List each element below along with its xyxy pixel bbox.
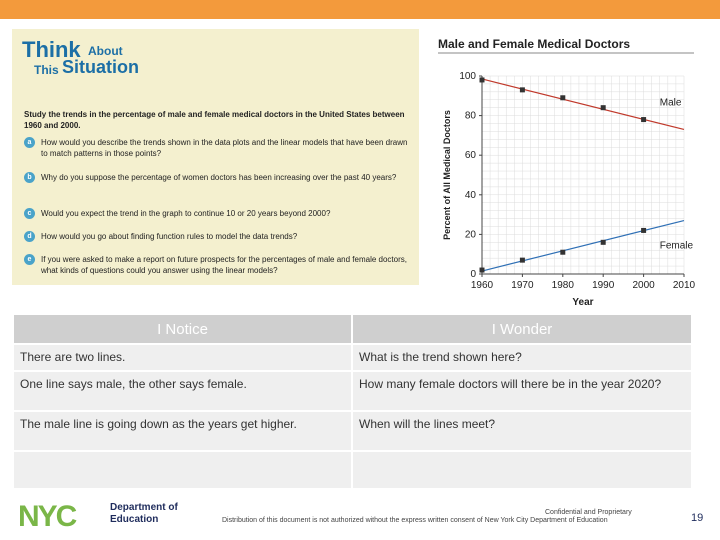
notice-cell[interactable]: There are two lines.: [13, 344, 352, 371]
table-header-row: [13, 314, 692, 344]
y-tick-label: 80: [464, 110, 476, 122]
title-think: Think: [22, 37, 81, 62]
title-this: This: [34, 63, 59, 77]
y-tick-label: 20: [464, 229, 476, 241]
data-point-male: [641, 117, 646, 122]
notice-wonder-table: [12, 313, 693, 490]
notice-cell[interactable]: The male line is going down as the years get higher.: [13, 411, 352, 451]
notice-cell[interactable]: [13, 451, 352, 489]
question-badge: d: [24, 231, 35, 242]
table-row: [13, 411, 692, 451]
question-text: How would you describe the trends shown in the data plots and the linear models that have been drawn to match patterns in those points?: [41, 138, 408, 158]
x-tick-label: 2000: [632, 280, 655, 291]
confidential-note: Confidential and Proprietary: [545, 509, 632, 516]
header-i-wonder: I Wonder: [352, 314, 692, 344]
x-tick-label: 1990: [592, 280, 615, 291]
chart-title: Male and Female Medical Doctors: [438, 37, 631, 51]
x-axis-label: Year: [572, 297, 594, 308]
question-badge: b: [24, 172, 35, 183]
title-situation: Situation: [62, 57, 139, 77]
fit-line-male: [482, 79, 684, 129]
x-tick-label: 1960: [470, 280, 494, 291]
data-point-female: [560, 250, 565, 255]
x-tick-label: 1970: [511, 280, 534, 291]
x-tick-label: 2010: [672, 280, 696, 291]
nyc-logo-text: NYC: [18, 500, 76, 533]
table-row: [13, 344, 692, 371]
data-point-female: [480, 268, 485, 273]
table-row: [13, 371, 692, 411]
wonder-cell[interactable]: [352, 451, 692, 489]
question-badge: c: [24, 208, 35, 219]
data-point-male: [601, 105, 606, 110]
question-text: How would you go about finding function rules to model the data trends?: [41, 232, 298, 241]
y-tick-label: 60: [464, 150, 476, 162]
dept-line1: Department of: [110, 502, 178, 513]
title-about: About: [88, 44, 123, 58]
top-accent-bar: [0, 0, 720, 19]
chart-svg: [434, 29, 696, 309]
page-number: 19: [691, 512, 704, 524]
y-axis-label: Percent of All Medical Doctors: [442, 110, 452, 240]
wonder-cell[interactable]: When will the lines meet?: [352, 411, 692, 451]
question-badge: a: [24, 137, 35, 148]
question-badge: e: [24, 254, 35, 265]
data-point-female: [520, 258, 525, 263]
notice-cell[interactable]: One line says male, the other says female.: [13, 371, 352, 411]
wonder-cell[interactable]: What is the trend shown here?: [352, 344, 692, 371]
data-point-female: [641, 228, 646, 233]
series-label-female: Female: [659, 240, 694, 252]
data-point-male: [480, 77, 485, 82]
wonder-cell[interactable]: How many female doctors will there be in the year 2020?: [352, 371, 692, 411]
y-tick-label: 0: [470, 269, 476, 280]
dept-line2: Education: [110, 514, 159, 525]
series-label-male: Male: [659, 97, 682, 109]
x-tick-label: 1980: [551, 280, 574, 291]
data-point-male: [560, 95, 565, 100]
question-text: If you were asked to make a report on future prospects for the percentages of male and female doctors, what kinds of questions could you answer using the linear models?: [41, 255, 407, 275]
y-tick-label: 40: [464, 189, 476, 201]
header-i-notice: I Notice: [13, 314, 352, 344]
table-row: [13, 451, 692, 489]
fit-line-female: [482, 221, 684, 271]
think-title: [22, 35, 232, 87]
nyc-doe-logo: [18, 501, 188, 533]
data-point-female: [601, 240, 606, 245]
distribution-note: Distribution of this document is not authorized without the express written consent of New York City Department of Education: [222, 517, 608, 524]
data-point-male: [520, 87, 525, 92]
question-text: Would you expect the trend in the graph to continue 10 or 20 years beyond 2000?: [41, 209, 331, 218]
y-tick-label: 100: [459, 71, 476, 82]
think-about-panel: [12, 29, 419, 285]
think-intro: Study the trends in the percentage of male and female medical doctors in the United States between 1960 and 2000.: [24, 110, 405, 130]
question-text: Why do you suppose the percentage of women doctors has been increasing over the past 40 years?: [41, 173, 397, 182]
chart-panel: [434, 29, 696, 309]
